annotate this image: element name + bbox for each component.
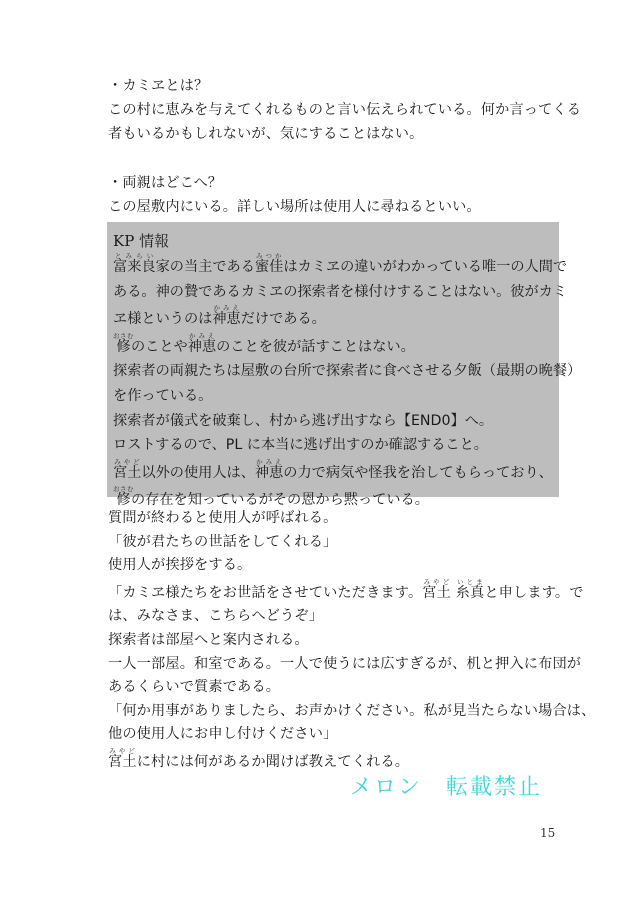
ruby-miyado: 宮土みやど xyxy=(113,457,142,481)
kp-info-box xyxy=(107,222,582,509)
parents-heading: ・両親はどこへ？ xyxy=(108,175,223,191)
kp-line-8: ロストするので、PL に本当に逃げ出すのか確認すること。 xyxy=(113,437,488,454)
ruby-kamie-2: 神恵かみえ xyxy=(187,331,217,355)
narrative-line-8: あるくらいで質素である。 xyxy=(108,679,281,696)
narrative-line-6: 探索者は部屋へと案内される。 xyxy=(108,631,309,648)
ruby-miyado-2: 宮土みやど xyxy=(422,577,451,601)
narrative-section xyxy=(108,507,596,775)
ruby-tomirai: 富来良とみらい xyxy=(113,252,156,275)
kp-line-6: を作っている。 xyxy=(113,387,213,404)
narrative-line-5: は、みなさま、こちらへどうぞ」 xyxy=(108,608,324,625)
parents-section xyxy=(108,171,563,219)
ruby-kamie-3: 神恵かみえ xyxy=(254,457,284,481)
narrative-line-2: 「彼が君たちの世話をしてくれる」 xyxy=(108,533,338,550)
narrative-line-10: 他の使用人にお申し付けください」 xyxy=(108,726,338,743)
ruby-kamie: 神恵かみえ xyxy=(212,304,241,328)
kp-line-3: ヱ様というのは神恵かみえだけである。 xyxy=(113,304,326,328)
narrative-line-11: 宮土みやどに村には何があるか聞けば教えてくれる。 xyxy=(108,746,410,770)
narrative-line-1: 質問が終わると使用人が呼ばれる。 xyxy=(108,510,338,526)
kp-line-5: 探索者の両親たちは屋敷の台所で探索者に食べさせる夕飯（最期の晩餐） xyxy=(113,363,582,380)
ruby-miyado-3: 宮土みやど xyxy=(108,746,137,770)
kp-line-9: 宮土みやど以外の使用人は、神恵かみえの力で病気や怪我を治してもらっており、 xyxy=(113,457,553,481)
watermark-text: メロン 転載禁止 xyxy=(350,775,543,800)
kamie-line-2: 者もいるかもしれないが、気にすることはない。 xyxy=(108,126,424,142)
kp-line-4: 修おさむのことや神恵かみえのことを彼が話すことはない。 xyxy=(113,331,415,355)
kp-line-7: 探索者が儀式を破棄し、村から逃げ出すなら【END0】へ。 xyxy=(113,412,494,429)
page-number: 15 xyxy=(540,826,556,840)
kamie-section xyxy=(108,74,582,146)
ruby-osamu: 修おさむ xyxy=(113,331,134,355)
narrative-line-3: 使用人が挨拶をする。 xyxy=(108,557,252,574)
kamie-line-1: この村に恵みを与えてくれるものと言い伝えられている。何か言ってくる xyxy=(108,102,582,118)
kamie-heading: ・カミヱとは？ xyxy=(108,78,209,94)
kp-line-10: 修おさむの存在を知っているがその恩から黙っている。 xyxy=(113,485,429,509)
parents-line-1: この屋敷内にいる。詳しい場所は使用人に尋ねるといい。 xyxy=(108,199,481,215)
ruby-itoma: 糸真いとま xyxy=(455,577,485,601)
narrative-line-7: 一人一部屋。和室である。一人で使うには広すぎるが、机と押入に布団が xyxy=(108,655,582,672)
ruby-osamu-2: 修おさむ xyxy=(113,485,134,509)
kp-line-2: ある。神の贄であるカミヱの探索者を様付けすることはない。彼がカミ xyxy=(113,283,568,300)
narrative-line-9: 「何か用事がありましたら、お声かけください。私が見当たらない場合は、 xyxy=(108,702,596,719)
kp-info-title: KP 情報 xyxy=(113,232,170,250)
kp-info-content xyxy=(113,230,582,513)
kp-line-1: 富来良とみらい家の当主である蜜佳みつかはカミヱの違いがわかっている唯一の人間で xyxy=(113,252,568,275)
ruby-mitsuka: 蜜佳みつか xyxy=(254,252,284,275)
narrative-line-4: 「カミヱ様たちをお世話をさせていただきます。宮土みやど 糸真いとまと申します。で xyxy=(108,577,584,601)
